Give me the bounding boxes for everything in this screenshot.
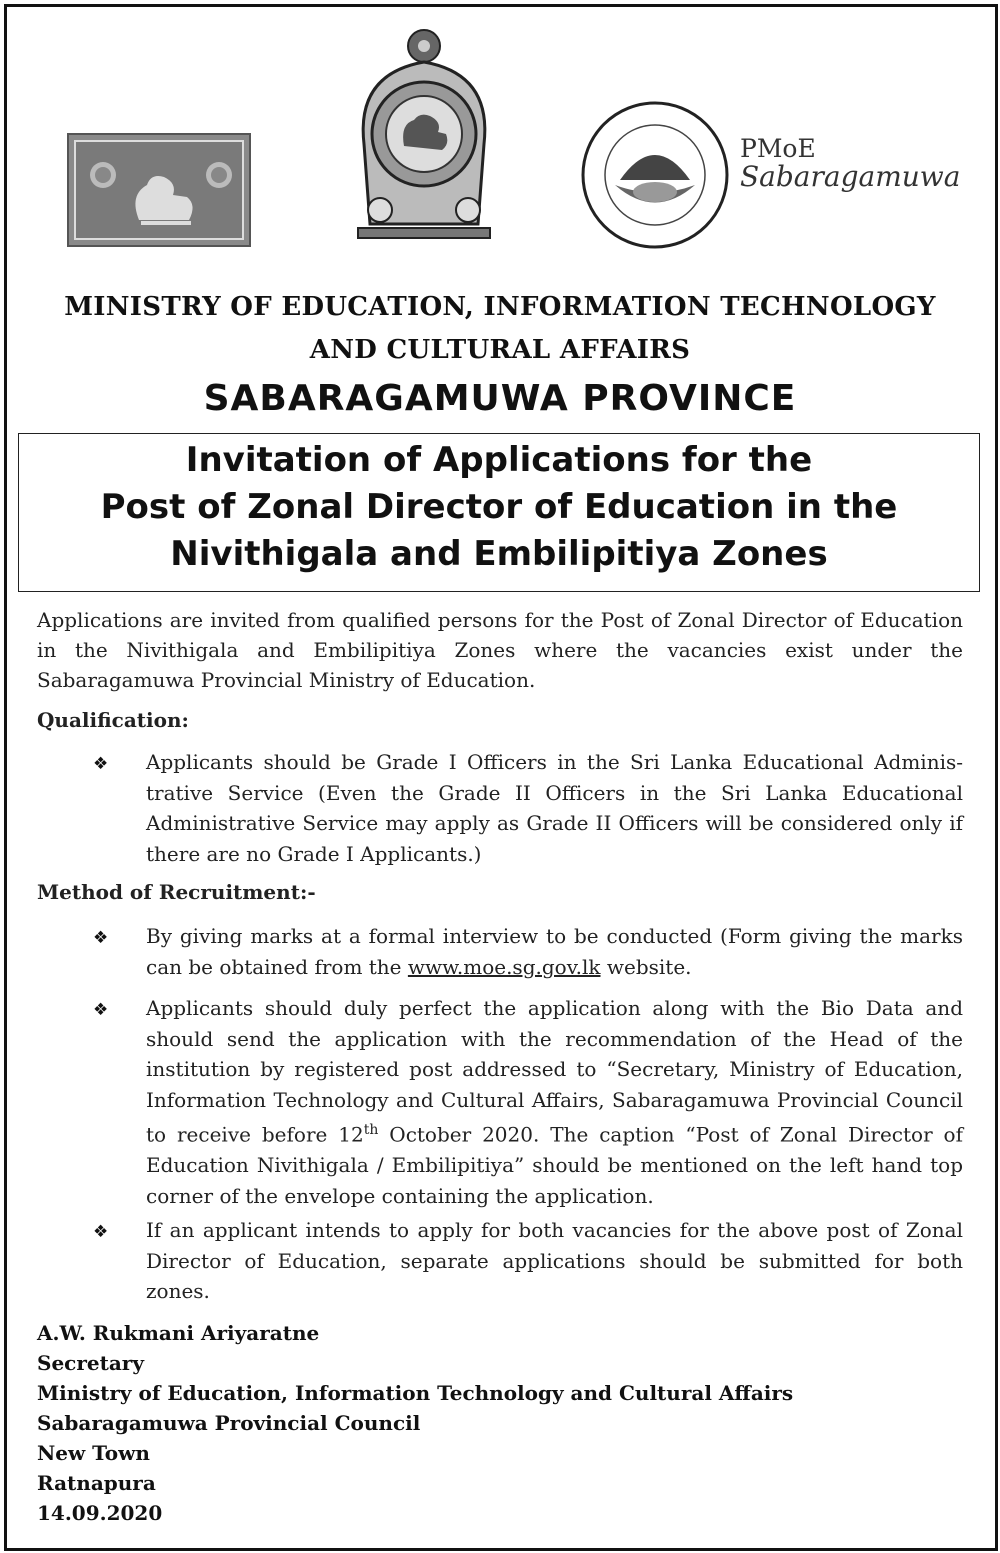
recruitment-item-1-text: By giving marks at a formal interview to be conducted (Form giving the marks can be obtained from the (146, 924, 963, 979)
signatory-title: Secretary (37, 1351, 144, 1375)
ministry-line-2: AND CULTURAL AFFAIRS (309, 335, 691, 365)
recruitment-item-2-text: Applicants should duly perfect the application along with the Bio Data and should send the application with the recommendation of the Head of the institution by registered post addressed to “Secretary, Ministry of Education, Information Technology and Cultural Affairs, Sabaragamuwa Provincial Council to receive before 12 (146, 996, 963, 1147)
province-heading: SABARAGAMUWA PROVINCE (203, 378, 797, 419)
intro-paragraph: Applications are invited from qualified persons for the Post of Zonal Director of Education in the Nivithigala and Embilipitiya Zones where the vacancies exist under the Sabaragamuwa Provincial Ministry of Education. (37, 608, 963, 692)
ministry-line-1: MINISTRY OF EDUCATION, INFORMATION TECHNOLOGY (64, 292, 936, 322)
bullet-icon: ❖ (93, 928, 109, 948)
signatory-ministry: Ministry of Education, Information Technology and Cultural Affairs (37, 1381, 794, 1405)
pmoe-province-label: Sabaragamuwa (740, 160, 961, 194)
title-line-2: Post of Zonal Director of Education in the (100, 487, 898, 527)
address-line-2: Ratnapura (37, 1471, 156, 1495)
recruitment-item-2-tail: October 2020. The caption “Post of Zonal Director of Education Nivithigala / Embilipitiya” should be mentioned on the left hand top corner of the envelope containing the application. (146, 1122, 963, 1208)
bullet-icon: ❖ (93, 1222, 109, 1242)
pmoe-wordmark (740, 136, 960, 192)
signatory-council: Sabaragamuwa Provincial Council (37, 1411, 421, 1435)
recruitment-heading: Method of Recruitment:- (37, 880, 316, 904)
moe-website-link[interactable]: www.moe.sg.gov.lk (407, 954, 601, 979)
notice-title-box (18, 433, 980, 592)
qualification-heading: Qualification: (37, 708, 189, 732)
signatory-name: A.W. Rukmani Ariyaratne (37, 1321, 320, 1345)
bullet-icon: ❖ (93, 1000, 109, 1020)
notice-date: 14.09.2020 (37, 1501, 163, 1525)
provincial-ministry-seal-icon (580, 100, 730, 250)
bullet-icon: ❖ (93, 754, 109, 774)
address-line-1: New Town (37, 1441, 150, 1465)
title-line-3: Nivithigala and Embilipitiya Zones (170, 534, 828, 574)
recruitment-item-3: If an applicant intends to apply for both vacancies for the above post of Zonal Director of Education, separate applications should be submitted for both zones. (146, 1218, 963, 1303)
recruitment-item-1-tail: website. (606, 954, 692, 979)
ordinal-suffix: th (363, 1122, 379, 1138)
sri-lanka-flag-icon (67, 133, 251, 247)
sri-lanka-emblem-icon (350, 24, 498, 240)
recruitment-item-1 (146, 921, 963, 982)
recruitment-item-2 (146, 993, 963, 1211)
qualification-item: Applicants should be Grade I Officers in the Sri Lanka Educational Adminis-trative Service (Even the Grade II Officers in the Sri Lanka Educational Administrative Service may apply as Grade II Officers will be considered only if there are no Grade I Applicants.) (146, 750, 963, 866)
title-line-1: Invitation of Applications for the (185, 440, 813, 480)
ministry-heading (0, 286, 1000, 372)
signature-block (37, 1318, 793, 1528)
pmoe-label: PMoE (740, 134, 816, 163)
